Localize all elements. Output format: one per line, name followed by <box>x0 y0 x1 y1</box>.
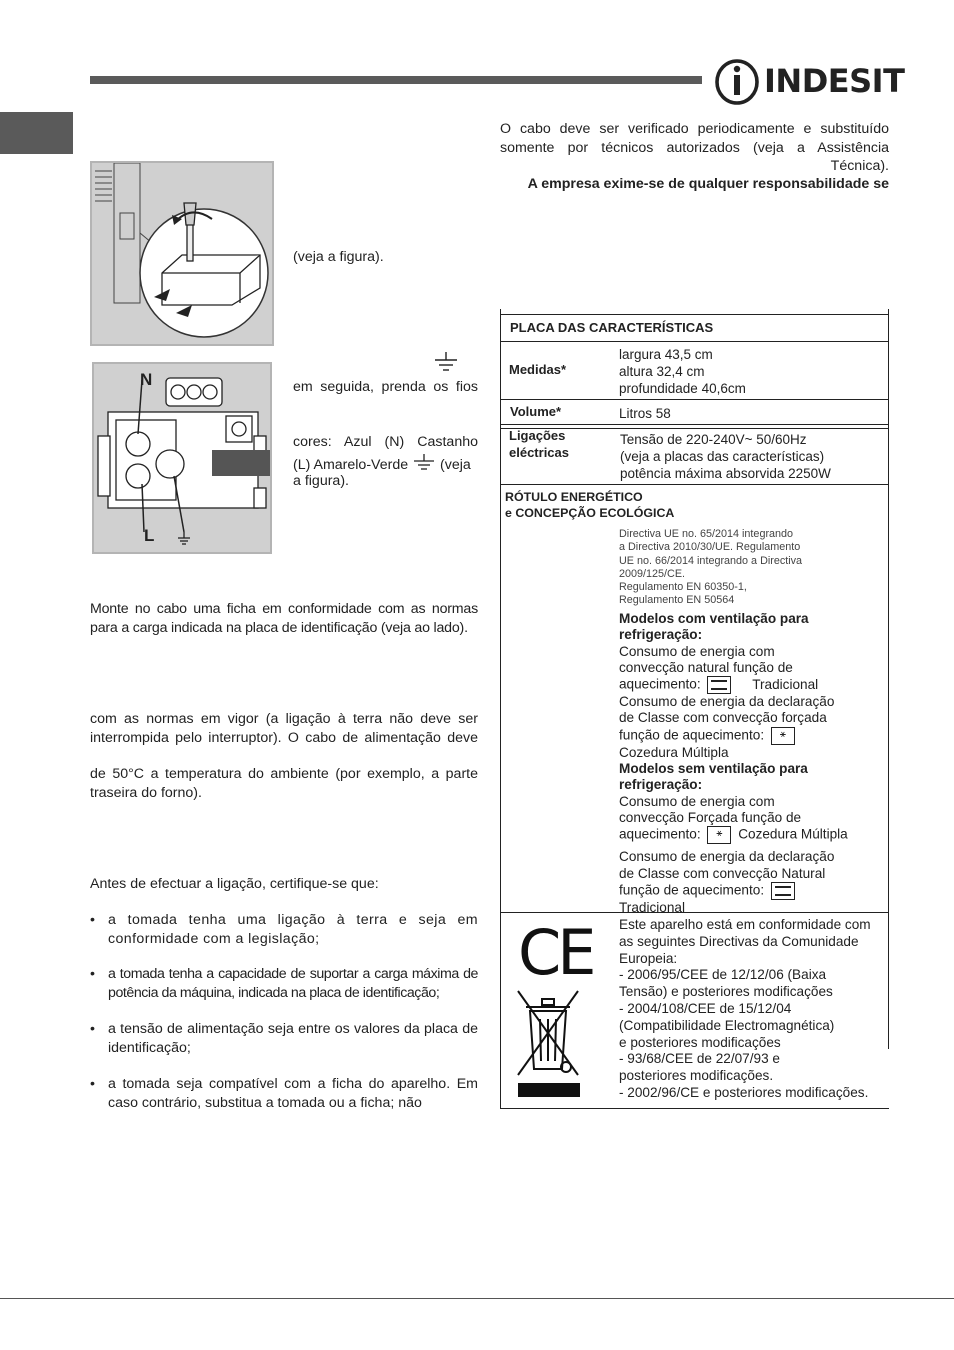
figure2-text-line3b: (veja <box>440 457 471 473</box>
volume-value: Litros 58 <box>619 406 671 421</box>
ce-mark <box>518 916 598 989</box>
brand-logo <box>714 58 905 106</box>
list-item <box>90 1075 478 1112</box>
compliance-line: posteriores modificações. <box>619 1068 774 1084</box>
table-rule <box>500 424 889 425</box>
no-vent-line-mode: Cozedura Múltipla <box>738 826 848 842</box>
compliance-line: Este aparelho está em conformidade com <box>619 917 871 932</box>
no-vent-line: convecção Forçada função de <box>619 809 802 825</box>
norms-paragraph: com as normas em vigor (a ligação à terra não deve ser interrompida pelo interruptor). O cabo de alimentação deve <box>90 711 478 746</box>
no-vent-line <box>619 882 887 900</box>
electrical-label <box>509 428 569 461</box>
electrical-note: (veja a placas das características) <box>620 449 825 464</box>
no-vent-line <box>619 826 887 844</box>
directive-line: Regulamento EN 60350-1, <box>619 581 747 594</box>
figure2-text-line3a: (L) Amarelo-Verde <box>293 457 409 473</box>
compliance-line: Europeia: <box>619 950 678 966</box>
bullet-icon: • <box>90 1076 95 1092</box>
electrical-label-line1: Ligações <box>509 428 566 443</box>
multi-cooking-fan-icon: ⚹ <box>707 826 731 844</box>
figure2-text-line1: em seguida, prenda os fios <box>293 379 478 395</box>
list-item <box>90 911 478 948</box>
no-vent-line: Tradicional <box>619 899 685 915</box>
table-rule <box>888 309 889 1049</box>
compliance-line: - 2002/96/CE e posteriores modificações. <box>619 1084 869 1100</box>
ground-icon <box>433 352 459 374</box>
dimension-height: altura 32,4 cm <box>619 364 705 379</box>
electrical-voltage: Tensão de 220-240V~ 50/60Hz <box>620 432 807 447</box>
compliance-line: Tensão) e posteriores modificações <box>619 984 833 1000</box>
characteristics-table <box>500 309 889 1109</box>
table-title: PLACA DAS CARACTERÍSTICAS <box>510 320 714 335</box>
weee-bin-icon <box>516 989 580 1099</box>
table-rule <box>500 399 889 400</box>
compliance-line: (Compatibilidade Electromagnética) <box>619 1017 835 1033</box>
no-vent-title: Modelos sem ventilação para <box>619 761 808 777</box>
volume-label: Volume* <box>510 404 562 419</box>
cable-check-paragraph: O cabo deve ser verificado periodicamente e substituído somente por técnicos autorizados (veja a Assistência Técnica). <box>500 121 889 174</box>
wiring-terminal-figure <box>92 362 272 554</box>
multi-cooking-fan-icon: ⚹ <box>771 727 795 745</box>
with-vent-line: convecção natural função de <box>619 659 793 675</box>
no-vent-title-2: refrigeração: <box>619 777 703 793</box>
with-vent-line: de Classe com convecção forçada <box>619 710 827 726</box>
list-item-text: a tomada seja compatível com a ficha do aparelho. Em caso contrário, substitua a tomada ou a ficha; não <box>108 1076 478 1111</box>
line-label: L <box>144 526 155 545</box>
energy-label <box>505 490 674 521</box>
compliance-line: - 93/68/CEE de 22/07/93 e <box>619 1051 780 1067</box>
temperature-paragraph: de 50°C a temperatura do ambiente (por exemplo, a parte traseira do forno). <box>90 766 478 801</box>
no-vent-line: Consumo de energia da declaração <box>619 849 835 865</box>
directive-line: Regulamento EN 50564 <box>619 594 735 607</box>
compliance-line: as seguintes Directivas da Comunidade <box>619 933 859 949</box>
with-vent-line <box>619 676 887 694</box>
wiring-terminal-illustration <box>94 364 270 552</box>
with-vent-line-mode: Tradicional <box>752 676 819 692</box>
dimension-width: largura 43,5 cm <box>619 347 713 362</box>
ce-mark-text: CE <box>518 916 593 989</box>
terminal-box-illustration <box>92 163 272 344</box>
energy-label-line2: e CONCEPÇÃO ECOLÓGICA <box>505 505 675 520</box>
terminal-box-figure <box>90 161 274 346</box>
bullet-icon: • <box>90 912 96 928</box>
bullet-icon: • <box>90 966 95 982</box>
before-connection-paragraph: Antes de efectuar a ligação, certifique-se que: <box>90 876 379 892</box>
electrical-label-line2: eléctricas <box>509 444 569 460</box>
with-vent-title: Modelos com ventilação para <box>619 611 809 626</box>
dimensions-label: Medidas* <box>509 362 567 377</box>
no-vent-line: de Classe com convecção Natural <box>619 865 826 881</box>
no-vent-line: Consumo de energia com <box>619 793 775 809</box>
figure1-caption: (veja a figura). <box>293 249 384 265</box>
energy-label-line1: RÓTULO ENERGÉTICO <box>505 490 643 504</box>
directive-text <box>619 528 884 608</box>
list-item-text: a tensão de alimentação seja entre os valores da placa de identificação; <box>108 1021 478 1056</box>
figure2-text-line4: a figura). <box>293 473 349 489</box>
dimensions-values <box>619 346 746 397</box>
table-rule <box>500 1108 889 1109</box>
with-vent-line: Consumo de energia com <box>619 643 775 659</box>
brand-name: INDESIT <box>764 62 905 100</box>
with-vent-line <box>619 727 887 745</box>
compliance-line: - 2006/95/CEE de 12/12/06 (Baixa <box>619 967 827 983</box>
list-item <box>90 1020 478 1057</box>
figure2-text-line2: cores: Azul (N) Castanho <box>293 434 478 450</box>
compliance-text <box>619 917 887 1102</box>
with-vent-line-label: função de aquecimento: <box>619 727 765 743</box>
no-vent-line-label: aquecimento: <box>619 826 701 842</box>
with-vent-line: Consumo de energia da declaração <box>619 694 835 710</box>
ground-icon <box>412 454 436 472</box>
directive-line: Directiva UE no. 65/2014 integrando <box>619 528 794 540</box>
neutral-label: N <box>140 370 153 389</box>
bullet-icon: • <box>90 1021 95 1037</box>
responsibility-paragraph: A empresa exime-se de qualquer responsabilidade se <box>527 176 889 192</box>
traditional-heating-icon <box>707 676 731 694</box>
table-rule <box>500 314 889 315</box>
table-rule <box>500 309 501 1109</box>
plug-paragraph: Monte no cabo uma ficha em conformidade com as normas para a carga indicada na placa de identificação (veja ao lado). <box>90 601 478 636</box>
page-tab-marker <box>0 112 73 154</box>
electrical-power: potência máxima absorvida 2250W <box>620 466 831 481</box>
with-vent-line-label: aquecimento: <box>619 676 701 692</box>
compliance-line: e posteriores modificações <box>619 1034 781 1050</box>
dimension-depth: profundidade 40,6cm <box>619 381 746 396</box>
no-vent-line-label: função de aquecimento: <box>619 882 765 898</box>
directive-line: 2009/125/CE. <box>619 567 686 580</box>
list-item <box>90 965 478 1002</box>
list-item-text: a tomada tenha uma ligação à terra e seja em conformidade com a legislação; <box>108 912 478 947</box>
directive-line: UE no. 66/2014 integrando a Directiva <box>619 554 803 567</box>
energy-consumption-block <box>619 611 887 916</box>
footer-rule <box>0 1298 954 1299</box>
list-item-text: a tomada tenha a capacidade de suportar a carga máxima de potência da máquina, indicada na placa de identificação; <box>108 966 478 1001</box>
with-vent-line: Cozedura Múltipla <box>619 744 729 760</box>
with-vent-title-2: refrigeração: <box>619 627 703 643</box>
electrical-values <box>620 431 831 482</box>
directive-line: a Directiva 2010/30/UE. Regulamento <box>619 541 801 554</box>
header-rule <box>90 76 702 84</box>
traditional-heating-icon <box>771 882 795 900</box>
table-rule <box>500 341 889 342</box>
compliance-line: - 2004/108/CEE de 15/12/04 <box>619 1000 792 1016</box>
table-rule <box>500 484 889 485</box>
